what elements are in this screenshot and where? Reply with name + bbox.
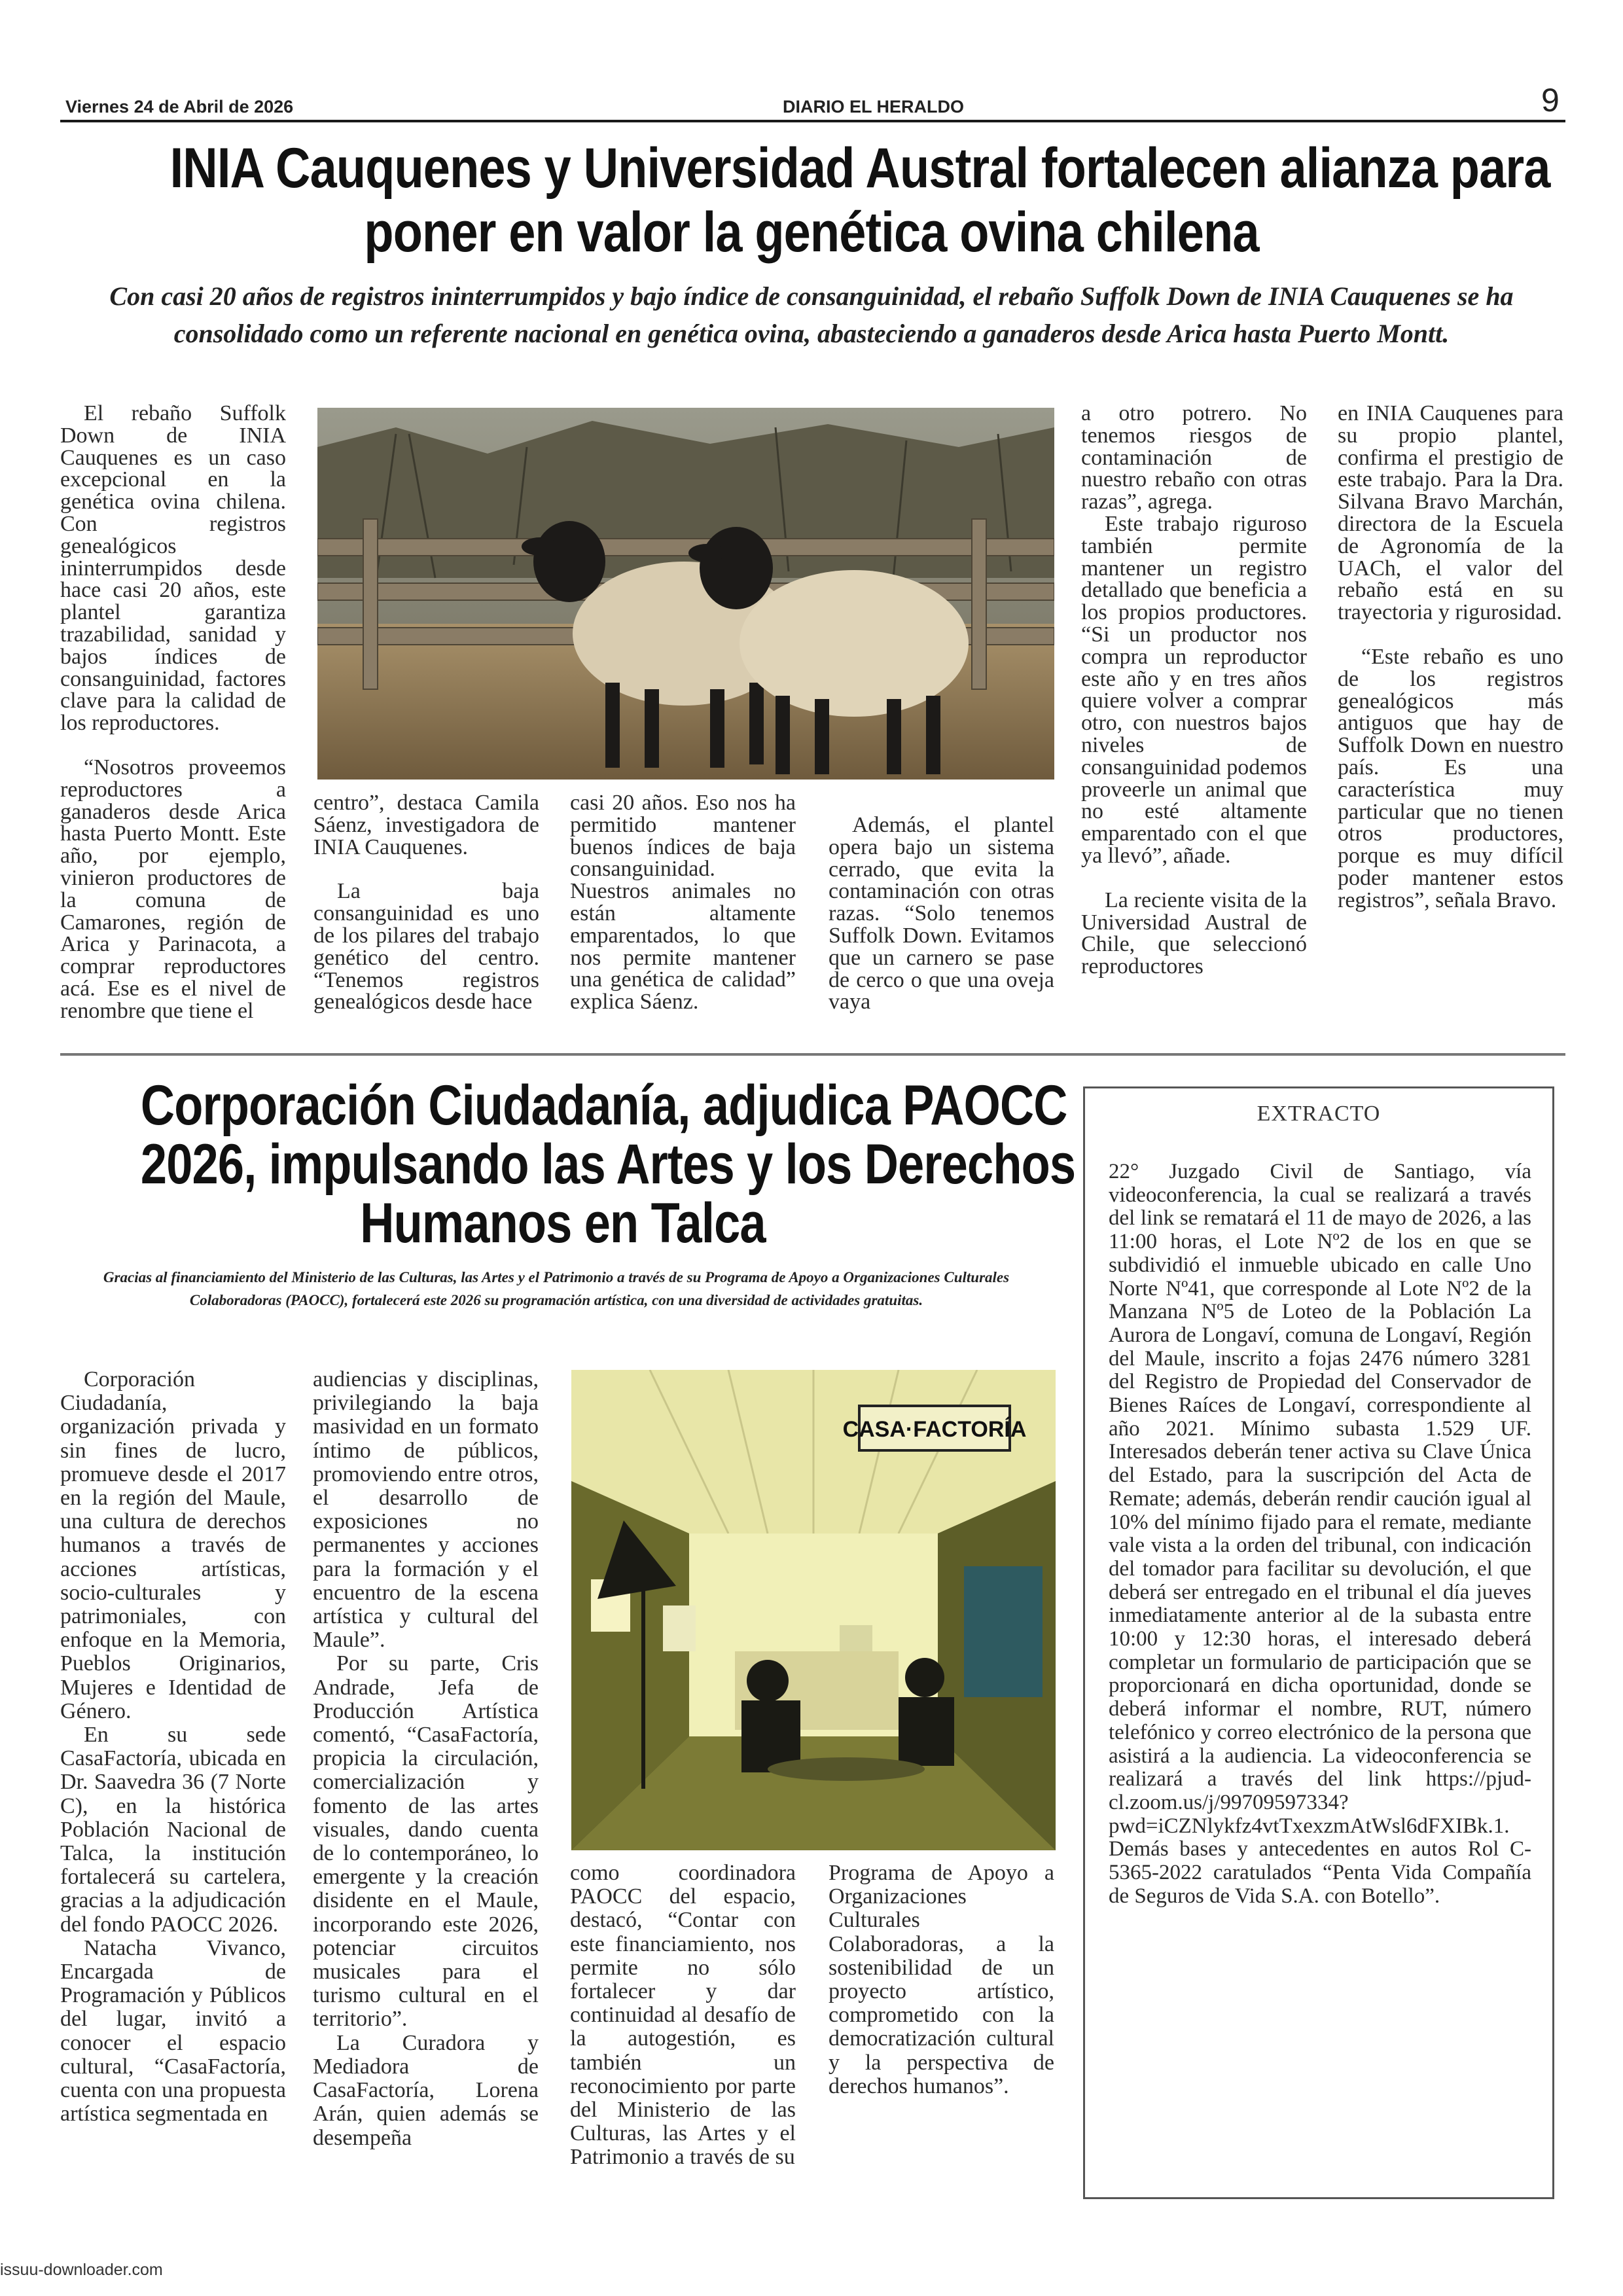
paragraph: El rebaño Suffolk Down de INIA Cauquenes es un caso excepcional en la genética ovina chilena. Con registros genealógicos ininterrumpidos desde hace casi 20 años, este plantel garantiza trazabilidad, sanidad y bajos índices de consanguinidad, factores clave para la calidad de los reproductores. xyxy=(60,401,286,736)
article1-headline xyxy=(169,136,1550,264)
article1-column-4 xyxy=(829,814,1054,1013)
extracto-body: 22° Juzgado Civil de Santiago, vía videoconferencia, la cual se realizará a través del link se rematará el 11 de mayo de 2026, a las 11:00 horas, el Lote Nº2 de los en que se subdividió el inmueble ubicado en calle Uno Norte Nº41, que corresponde al Lote Nº2 de la Manzana Nº5 de Loteo de la Población La Aurora de Longaví, comuna de Longaví, Región del Maule, inscrito a fojas 2476 número 3281 del Registro de Propiedad del Conservador de Bienes Raíces de Longaví, correspondiente al año 2021. Mínimo subasta 1.529 UF. Interesados deberán tener activa su Clave Única del Estado, para la suscripción del Acta de Remate; además, deberán rendir caución igual al 10% del mínimo fijado para el remate, mediante vale vista a la orden del tribunal, con indicación del tomador para facilitar su devolución, el que deberá ser entregado en el tribunal el día jueves inmediatamente anterior al de la subasta entre 10:00 y 12:30 horas, el interesado deberá completar un formulario de participación que se proporcionará en dicha oportunidad, donde se deberá informar el nombre, RUT, número telefónico y correo electrónico de la persona que asistirá a la audiencia. La videoconferencia se realizará a través del link https://pjud-cl.zoom.us/j/99709597334? pwd=iCZNlykfz4vtTxexzmAtWsl6dFXIBk.1. Demás bases y antecedentes en autos Rol C-5365-2022 caratulados “Penta Vida Compañía de Seguros de Vida S.A. con Botello”. xyxy=(1109,1160,1531,1908)
paragraph: casi 20 años. Eso nos ha permitido mantener buenos índices de baja consanguinidad. Nuestros animales no están altamente emparentados, lo que nos permite mantener una genética de calidad” explica Sáenz. xyxy=(570,791,796,1014)
article2-headline-line: Humanos en Talca xyxy=(360,1192,766,1255)
article2-subtitle: Gracias al financiamiento del Ministerio de las Culturas, las Artes y el Patrimonio a través de su Programa de Apoyo a Organizaciones Culturales Colaboradoras (PAOCC), fortalecerá este 2026 su programación artística, con una diversidad de actividades gratuitas. xyxy=(103,1269,1010,1308)
article2-headline xyxy=(140,1074,1076,1255)
paragraph: La Curadora y Mediadora de CasaFactoría, Lorena Arán, quien además se desempeña xyxy=(313,2030,539,2150)
article2-column-2 xyxy=(313,1368,539,2150)
article2-headline-line: Corporación Ciudadanía, adjudica PAOCC xyxy=(140,1074,1067,1137)
paragraph: Natacha Vivanco, Encargada de Programación y Públicos del lugar, invitó a conocer el espacio cultural, “CasaFactoría, cuenta con una propuesta artística segmentada en xyxy=(60,1935,286,2126)
extracto-box xyxy=(1083,1086,1554,2199)
casafactoria-sign: CASA·FACTORÍA xyxy=(842,1417,1027,1442)
paragraph: Por su parte, Cris Andrade, Jefa de Producción Artística comentó, “CasaFactoría, propicia la circulación, comercialización y fomento de las artes visuales, dando cuenta de lo contemporáneo, lo emergente y la creación disidente en el Maule, incorporando este 2026, potenciar circuitos musicales para el turismo cultural en el territorio”. xyxy=(313,1651,539,2032)
newspaper-name: DIARIO EL HERALDO xyxy=(783,97,965,117)
article2-column-3 xyxy=(570,1861,796,2170)
paragraph: centro”, destaca Camila Sáenz, investigadora de INIA Cauquenes. xyxy=(313,791,539,859)
article2-headline-line: 2026, impulsando las Artes y los Derechos xyxy=(140,1133,1076,1196)
extracto-title: EXTRACTO xyxy=(1257,1102,1381,1126)
page-number: 9 xyxy=(1541,82,1560,118)
article-divider xyxy=(60,1053,1565,1056)
paragraph: como coordinadora PAOCC del espacio, destacó, “Contar con este financiamiento, nos permite no sólo fortalecer y dar continuidad al desafío de la autogestión, es también un reconocimiento por parte del Ministerio de las Culturas, las Artes y el Patrimonio a través de su xyxy=(570,1861,796,2170)
paragraph: La baja consanguinidad es uno de los pilares del trabajo genético del centro. “Tenemos registros genealógicos desde hace xyxy=(313,879,539,1014)
paragraph: en INIA Cauquenes para su propio plantel, confirma el prestigio de este trabajo. Para la Dra. Silvana Bravo Marchán, directora de la Escuela de Agronomía de la UACh, el valor del rebaño está en su trayectoria y rigurosidad. xyxy=(1338,401,1563,625)
paragraph: a otro potrero. No tenemos riesgos de contaminación de nuestro rebaño con otras razas”, agrega. xyxy=(1081,401,1307,514)
paragraph: “Este rebaño es uno de los registros genealógicos más antiguos que hay de Suffolk Down en nuestro país. Es una característica muy particular que no tienen otros productores, porque es muy difícil poder mantener estos registros”, señala Bravo. xyxy=(1338,644,1563,912)
paragraph: Corporación Ciudadanía, organización privada y sin fines de lucro, promueve desde el 2017 en la región del Maule, una cultura de derechos humanos a través de acciones artísticas, socio-culturales y patrimoniales, con enfoque en la Memoria, Pueblos Originarios, Mujeres e Identidad de Género. xyxy=(60,1367,286,1723)
paragraph: audiencias y disciplinas, privilegiando la baja masividad en un formato íntimo de públicos, promoviendo entre otros, el desarrollo de exposiciones no permanentes y acciones para la formación y el encuentro de la escena artística y cultural del Maule”. xyxy=(313,1367,539,1653)
paragraph: En su sede CasaFactoría, ubicada en Dr. Saavedra 36 (7 Norte C), en la histórica Población Nacional de Talca, la institución fortalecerá su cartelera, gracias a la adjudicación del fondo PAOCC 2026. xyxy=(60,1723,286,1937)
article1-column-2 xyxy=(313,792,539,1013)
article1-column-6 xyxy=(1338,403,1563,912)
paragraph: “Nosotros proveemos reproductores a ganaderos desde Arica hasta Puerto Montt. Este año, por ejemplo, vinieron productores de la comuna de Camarones, región de Arica y Parinacota, a comprar reproductores acá. Ese es el nivel de renombre que tiene el xyxy=(60,755,286,1023)
article2-column-4 xyxy=(829,1861,1054,2098)
header-rule xyxy=(60,120,1565,122)
paragraph: Este trabajo riguroso también permite mantener un registro detallado que beneficia a los propios productores. “Si un productor nos compra un reproductor este año y en tres años quiere volver a comprar otro, con nuestros bajos niveles de consanguinidad podemos proveerle un animal que no esté altamente emparentado con el que ya llevó”, añade. xyxy=(1081,511,1307,868)
paragraph: Programa de Apoyo a Organizaciones Culturales Colaboradoras, a la sostenibilidad de un proyecto artístico, comprometido con la democratización cultural y la perspectiva de derechos humanos”. xyxy=(829,1861,1054,2098)
sheep-photo xyxy=(317,408,1054,780)
header-date: Viernes 24 de Abril de 2026 xyxy=(65,97,294,117)
article2-column-1 xyxy=(60,1368,286,2126)
footer-watermark: issuu-downloader.com xyxy=(0,2261,163,2279)
article1-subtitle: Con casi 20 años de registros ininterrumpidos y bajo índice de consanguinidad, el rebaño Suffolk Down de INIA Cauquenes se ha consolidado como un referente nacional en genética ovina, abasteciendo a ganaderos desde Arica hasta Puerto Montt. xyxy=(109,281,1514,348)
article1-column-1 xyxy=(60,403,286,1022)
article1-headline-line: INIA Cauquenes y Universidad Austral fortalecen alianza para xyxy=(169,137,1550,200)
article1-headline-line: poner en valor la genética ovina chilena xyxy=(364,201,1259,264)
article1-column-3 xyxy=(570,792,796,1013)
paragraph: Además, el plantel opera bajo un sistema cerrado, que evita la contaminación con otras razas. “Solo tenemos Suffolk Down. Evitamos que un carnero se pase de cerco o que una oveja vaya xyxy=(829,813,1054,1014)
article1-column-5 xyxy=(1081,403,1307,978)
casafactoria-photo xyxy=(571,1370,1056,1850)
paragraph: La reciente visita de la Universidad Austral de Chile, que seleccionó reproductores xyxy=(1081,888,1307,979)
